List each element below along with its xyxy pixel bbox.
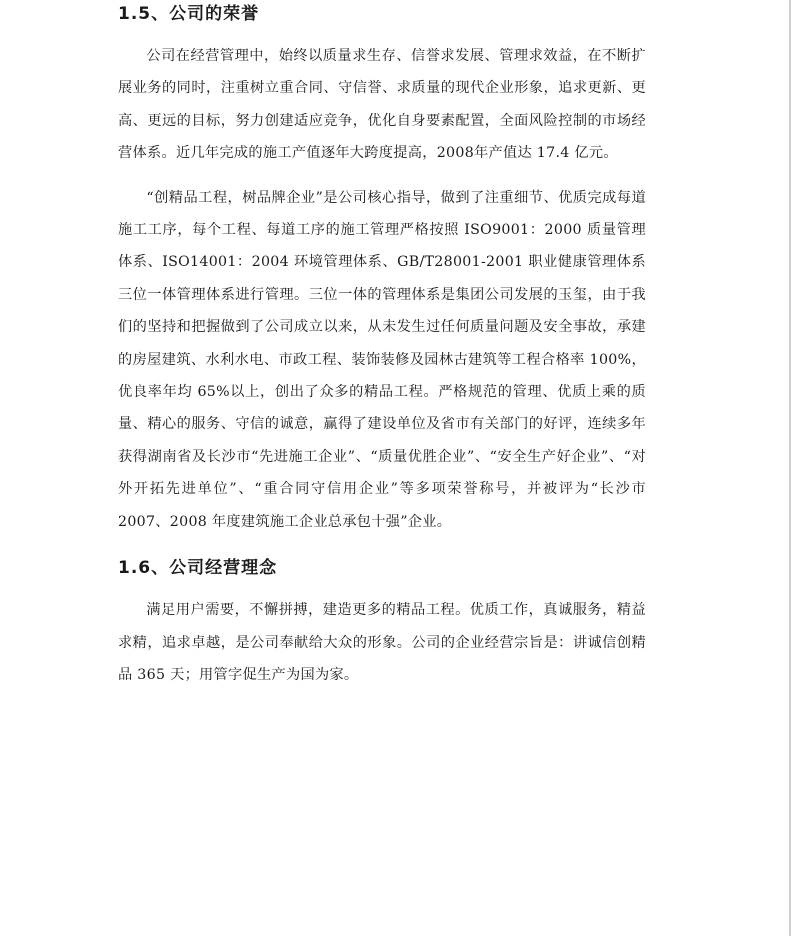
honors-paragraph-1: 公司在经营管理中，始终以质量求生存、信誉求发展、管理求效益，在不断扩展业务的同时，注重树立重合同、守信誉、求质量的现代企业形象，追求更新、更高、更远的目标，努力创建适应竞争，优化自身要素配置，全面风险控制的市场经营体系。近几年完成的施工产值逐年大跨度提高，2008年产值达 17.4 亿元。 xyxy=(118,48,646,162)
document-page xyxy=(118,0,646,691)
section-company-honors xyxy=(118,0,646,538)
section-business-philosophy xyxy=(118,554,646,691)
honors-paragraph-2: “创精品工程，树品牌企业”是公司核心指导，做到了注重细节、优质完成每道施工工序，每个工程、每道工序的施工管理严格按照 ISO9001：2000 质量管理体系、ISO14001：2004 环境管理体系、GB/T28001-2001 职业健康管理体系三位一体管理体系进行管理。三位一体的管理体系是集团公司发展的玉玺，由于我们的坚持和把握做到了公司成立以来，从未发生过任何质量问题及安全事故，承建的房屋建筑、水利水电、市政工程、装饰装修及园林古建筑等工程合格率 100%，优良率年均 65%以上，创出了众多的精品工程。严格规范的管理、优质上乘的质量、精心的服务、守信的诚意，赢得了建设单位及省市有关部门的好评，连续多年获得湖南省及长沙市“先进施工企业”、“质量优胜企业”、“安全生产好企业”、“对外开拓先进单位”、“重合同守信用企业”等多项荣誉称号，并被评为“长沙市 2007、2008 年度建筑施工企业总承包十强”企业。 xyxy=(118,189,646,530)
philosophy-paragraph-1: 满足用户需要，不懈拼搏，建造更多的精品工程。优质工作，真诚服务，精益求精，追求卓越，是公司奉献给大众的形象。公司的企业经营宗旨是：讲诚信创精品 365 天；用管字促生产为国为家。 xyxy=(118,602,646,683)
section-heading-philosophy: 1.6、公司经营理念 xyxy=(118,558,278,579)
section-heading-honors: 1.5、公司的荣誉 xyxy=(118,4,260,24)
